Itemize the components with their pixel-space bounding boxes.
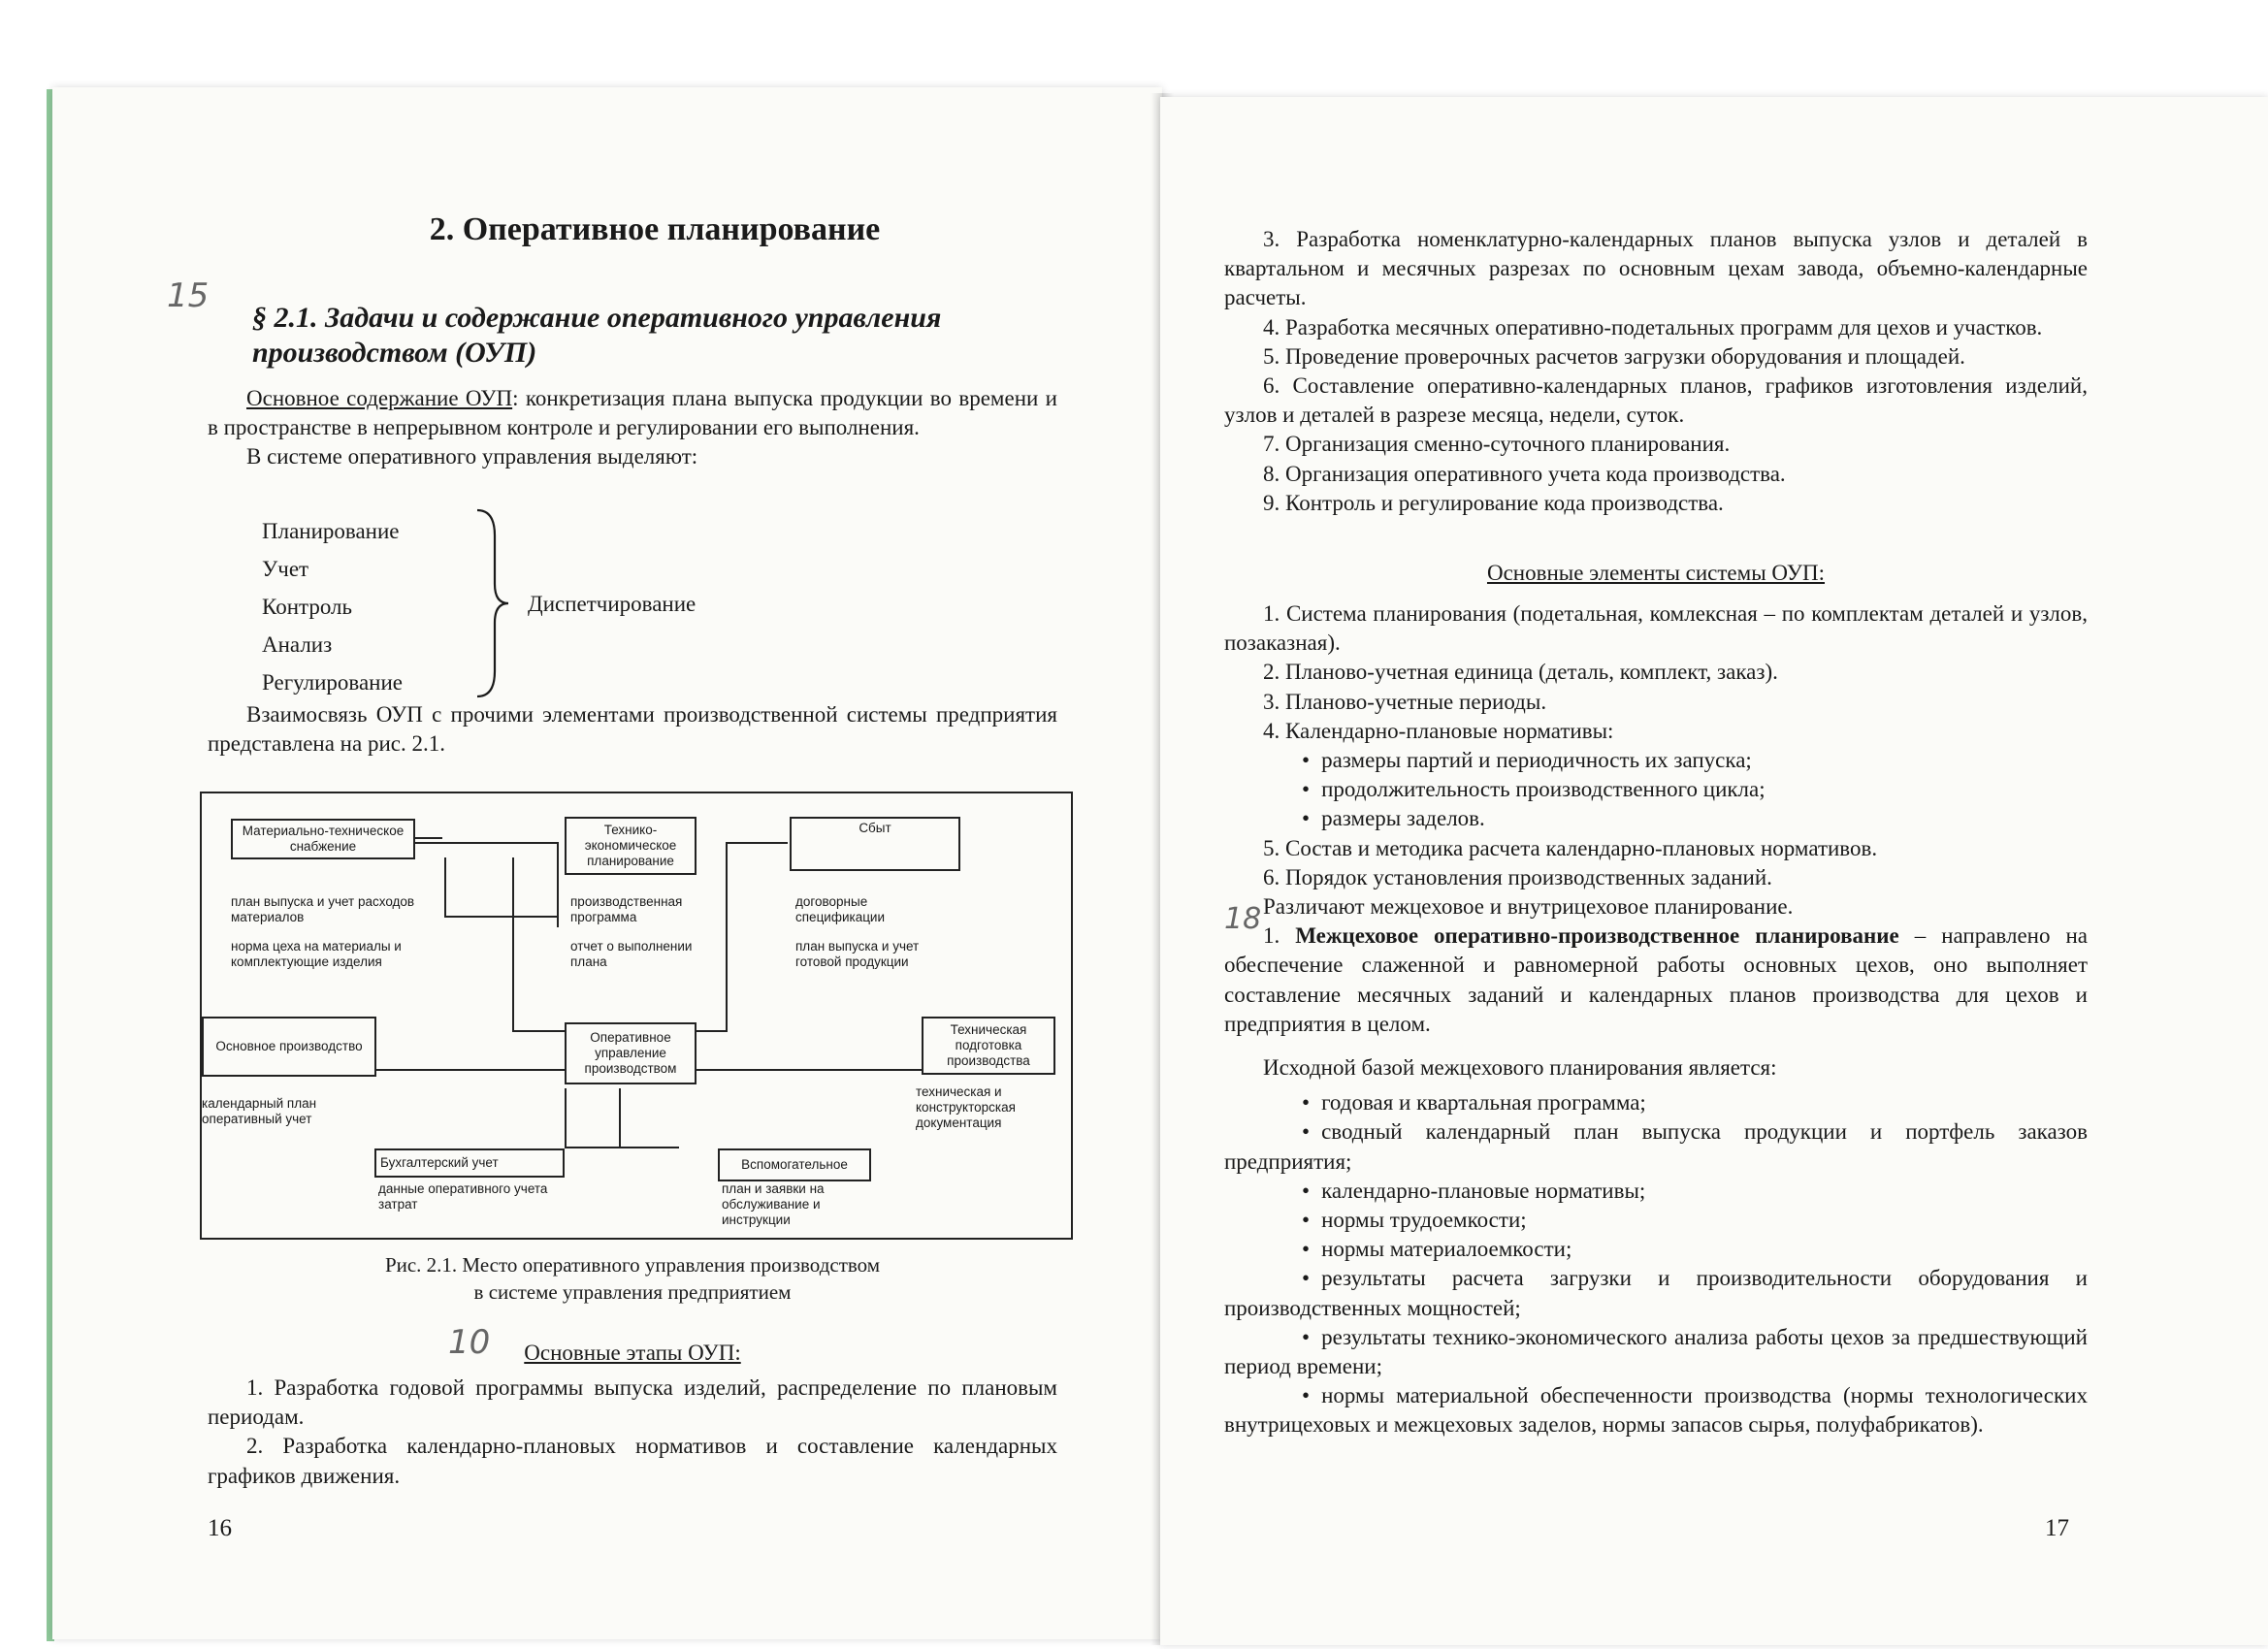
margin-note-right: 18: [1224, 902, 1262, 936]
label-cost-data: данные оперативного учета затрат: [378, 1181, 548, 1212]
connector-line: [726, 842, 728, 1032]
connector-line: [693, 1030, 728, 1032]
inter-shop-paragraph: 1. Межцеховое оперативно-производственное планирование – направлено на обеспечение слаженной и равномерной работы основных цехов, оно выполняет составление месячных заданий и календарных планов производства для цехов и предприятия в целом.: [1224, 923, 2088, 1036]
function-item: Контроль: [262, 595, 352, 619]
stages-heading-block: [208, 1339, 1057, 1368]
intro-block: [208, 384, 1057, 472]
connector-line: [565, 1088, 567, 1147]
stage-item: 4. Разработка месячных оперативно-подетальных программ для цехов и участков.: [1263, 314, 2043, 340]
base-sentence: Исходной базой межцехового планирования является:: [1263, 1055, 1777, 1080]
left-title-block: [254, 211, 1055, 247]
intro-paragraph: [208, 384, 1057, 442]
section-heading-line1: § 2.1. Задачи и содержание оперативного управления: [252, 302, 942, 334]
stages-heading: Основные этапы ОУП:: [524, 1341, 741, 1365]
intro-label: Основное содержание ОУП: [246, 386, 513, 410]
box-accounting: Бухгалтерский учет: [374, 1148, 565, 1178]
label-shop-norms: норма цеха на материалы и комплектующие изделия: [231, 939, 402, 969]
label-plan-report: отчет о выполнении плана: [570, 939, 693, 969]
function-item: Учет: [262, 557, 309, 581]
bullet-icon: •: [1302, 1119, 1311, 1145]
base-bullet: • годовая и квартальная программа;: [1224, 1088, 2088, 1117]
base-block: [1224, 1053, 2088, 1440]
norm-bullets: [1224, 746, 2088, 834]
base-bullet: • нормы материальной обеспеченности производства (нормы технологических внутрицеховых и межцеховых заделов, нормы запасов сырья, полуфабрикатов).: [1224, 1383, 2088, 1438]
elements-heading: Основные элементы системы ОУП:: [1486, 561, 1826, 585]
label-contract-specs: договорные спецификации: [795, 894, 886, 924]
connector-line: [565, 1147, 679, 1148]
box-technical-preparation: Техническая подготовка производства: [922, 1017, 1055, 1075]
box-tech-econ-planning: Технико-экономическое планирование: [565, 817, 697, 875]
stage-item: 8. Организация оперативного учета кода производства.: [1263, 461, 1786, 486]
base-bullets: [1224, 1088, 2088, 1439]
base-bullet: • сводный календарный план выпуска продукции и портфель заказов предприятия;: [1224, 1119, 2088, 1174]
connector-line: [619, 1088, 621, 1147]
section-heading: [252, 301, 1057, 371]
function-item: Планирование: [262, 519, 400, 543]
base-bullet: • календарно-плановые нормативы;: [1224, 1177, 2088, 1206]
bullet-icon: •: [1302, 1266, 1311, 1291]
right-brace-icon: [473, 506, 512, 700]
norm-bullet: • продолжительность производственного цикла;: [1224, 775, 2088, 804]
box-material-supply: Материально-техническое снабжение: [231, 819, 415, 859]
element-item: 5. Состав и методика расчета календарно-плановых нормативов.: [1263, 835, 1878, 860]
relation-paragraph: Взаимосвязь ОУП с прочими элементами производственной системы предприятия представлена на рис. 2.1.: [208, 702, 1057, 757]
bullet-icon: •: [1302, 1090, 1311, 1116]
box-operational-management: Оперативное управление производством: [565, 1022, 697, 1084]
stage-item: 5. Проведение проверочных расчетов загрузки оборудования и площадей.: [1263, 343, 1965, 369]
element-item: 1. Система планирования (подетальная, комлексная – по комплектам деталей и узлов, позаказная).: [1224, 601, 2088, 656]
intro-text: : конкретизация плана выпуска продукции во времени и в пространстве в непрерывном контроле и регулировании его выполнения.: [208, 386, 1057, 440]
bullet-icon: •: [1302, 1324, 1311, 1349]
label-plan-release-materials: план выпуска и учет расходов материалов: [231, 894, 415, 924]
box-sales: Сбыт: [790, 817, 960, 871]
stage-item: 6. Составление оперативно-календарных планов, графиков изготовления изделий, узлов и деталей в разрезе месяца, недели, суток.: [1224, 373, 2088, 428]
connector-line: [512, 1030, 565, 1032]
base-bullet: • результаты технико-экономического анализа работы цехов за предшествующий период времени;: [1224, 1324, 2088, 1379]
elements-heading-block: [1224, 559, 2088, 588]
bullet-icon: •: [1302, 806, 1311, 831]
function-item: Анализ: [262, 632, 333, 657]
stage-item: 2. Разработка календарно-плановых нормативов и составление календарных графиков движения.: [208, 1434, 1057, 1488]
box-auxiliary: Вспомогательное: [718, 1148, 871, 1181]
norm-bullet: • размеры партий и периодичность их запуска;: [1224, 746, 2088, 775]
bullet-icon: •: [1302, 1208, 1311, 1233]
figure-caption: [208, 1251, 1057, 1306]
bullet-icon: •: [1302, 1237, 1311, 1262]
stages-list: [208, 1374, 1057, 1491]
base-bullet: • результаты расчета загрузки и производительности оборудования и производственных мощностей;: [1224, 1266, 2088, 1320]
stage-item: 1. Разработка годовой программы выпуска изделий, распределение по плановым периодам.: [208, 1375, 1057, 1430]
base-bullet: • нормы материалоемкости;: [1224, 1235, 2088, 1264]
label-calendar-plan: календарный план оперативный учет: [202, 1096, 317, 1126]
box-main-production: Основное производство: [202, 1017, 376, 1077]
margin-note-bottom: 10: [448, 1323, 491, 1362]
figure-2-1-diagram: [200, 792, 1073, 1240]
bullet-icon: •: [1302, 1178, 1311, 1203]
label-production-program: производственная программа: [570, 894, 683, 924]
connector-line: [693, 1069, 922, 1071]
figure-caption-line2: в системе управления предприятием: [473, 1280, 792, 1304]
elements-list: [1224, 599, 2088, 1039]
bullet-icon: •: [1302, 1383, 1311, 1408]
stage-item: 9. Контроль и регулирование кода производства.: [1263, 490, 1724, 515]
brace-label: Диспетчирование: [528, 592, 697, 616]
label-technical-docs: техническая и конструкторская документация: [916, 1084, 1016, 1130]
element-item: 2. Планово-учетная единица (деталь, комплект, заказ).: [1263, 660, 1778, 685]
system-sentence: В системе оперативного управления выделяют:: [246, 444, 698, 469]
element-item: 6. Порядок установления производственных заданий.: [1263, 864, 1772, 889]
function-item: Регулирование: [262, 670, 403, 695]
connector-line: [512, 857, 514, 1032]
element-item: 4. Календарно-плановые нормативы:: [1263, 718, 1614, 743]
stage-item: 7. Организация сменно-суточного планирования.: [1263, 432, 1731, 457]
label-finished-goods-plan: план выпуска и учет готовой продукции: [795, 939, 920, 969]
connector-line: [444, 857, 446, 916]
element-item: 3. Планово-учетные периоды.: [1263, 689, 1547, 714]
connector-line: [373, 1069, 565, 1071]
bullet-icon: •: [1302, 748, 1311, 773]
label-service-requests: план и заявки на обслуживание и инструкции: [722, 1181, 825, 1227]
page-number-left: 16: [208, 1515, 232, 1541]
bullet-icon: •: [1302, 777, 1311, 802]
relation-block: [208, 700, 1057, 759]
connector-line: [726, 842, 788, 844]
connector-line: [444, 916, 557, 918]
connector-line: [557, 842, 559, 927]
inter-shop-term: Межцеховое оперативно-производственное планирование: [1295, 923, 1899, 949]
stage-item: 3. Разработка номенклатурно-календарных планов выпуска узлов и деталей в квартальном и месячных разрезах по основным цехам завода, объемно-календарные расчеты.: [1224, 227, 2088, 310]
stages-continued: [1224, 225, 2088, 518]
norm-bullet: • размеры заделов.: [1224, 804, 2088, 833]
base-bullet: • нормы трудоемкости;: [1224, 1206, 2088, 1235]
chapter-title: 2. Оперативное планирование: [429, 211, 881, 247]
distinguish-sentence: Различают межцеховое и внутрицеховое планирование.: [1263, 894, 1794, 920]
section-heading-line2: производством (ОУП): [252, 337, 537, 369]
page-number-right: 17: [2045, 1515, 2069, 1541]
figure-caption-line1: Рис. 2.1. Место оперативного управления производством: [384, 1253, 881, 1277]
margin-note-top: 15: [167, 276, 210, 315]
